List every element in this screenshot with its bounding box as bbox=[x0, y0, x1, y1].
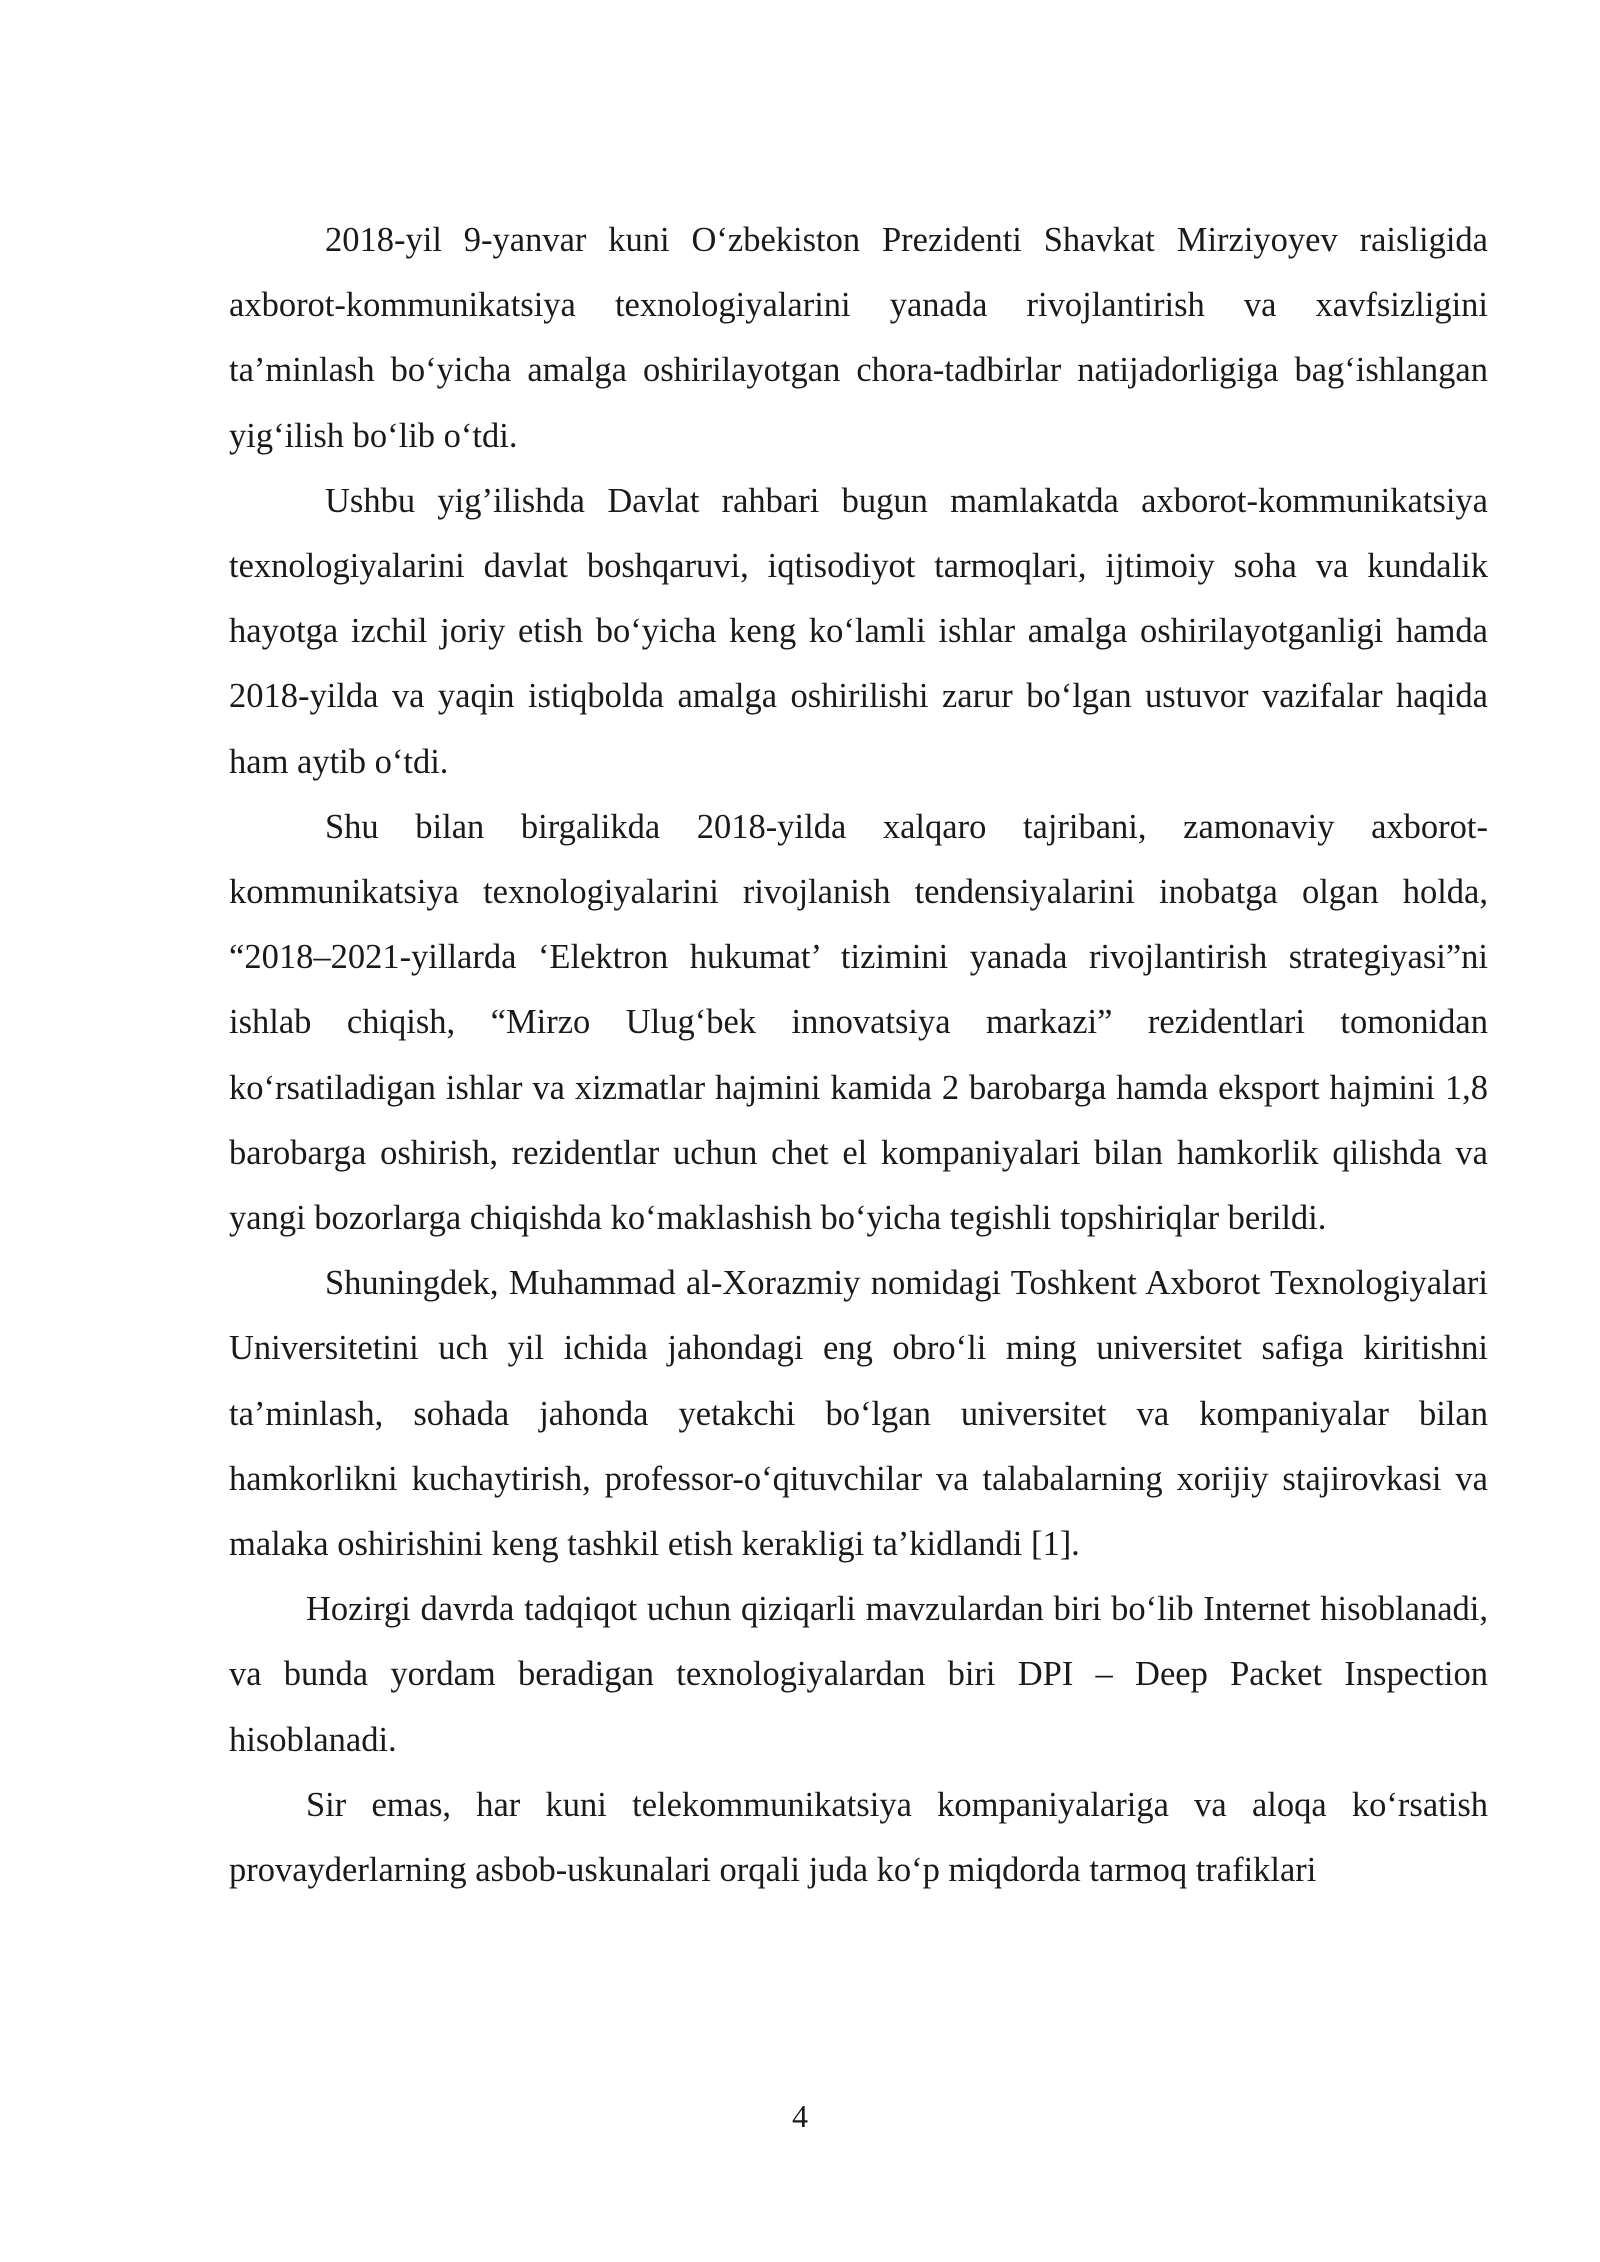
paragraph-2: Ushbu yig’ilishda Davlat rahbari bugun mamlakatda axborot-kommunikatsiya texnologiyalarini davlat boshqaruvi, iqtisodiyot tarmoqlari, ijtimoiy soha va kundalik hayotga izchil joriy etish bo‘yicha keng ko‘lamli ishlar amalga oshirilayotganligi hamda 2018-yilda va yaqin istiqbolda amalga oshirilishi zarur bo‘lgan ustuvor vazifalar haqida ham aytib o‘tdi. bbox=[229, 481, 1488, 781]
paragraph-5: Hozirgi davrda tadqiqot uchun qiziqarli mavzulardan biri bo‘lib Internet hisoblanadi, va bunda yordam beradigan texnologiyalardan biri DPI – Deep Packet Inspection hisoblanadi. bbox=[229, 1590, 1488, 1759]
body-text bbox=[229, 208, 1488, 1903]
page-number: 4 bbox=[792, 2098, 808, 2134]
paragraph-1: 2018-yil 9-yanvar kuni O‘zbekiston Prezidenti Shavkat Mirziyoyev raisligida axborot-kommunikatsiya texnologiyalarini yanada rivojlantirish va xavfsizligini ta’minlash bo‘yicha amalga oshirilayotgan chora-tadbirlar natijadorligiga bag‘ishlangan yig‘ilish bo‘lib o‘tdi. bbox=[229, 221, 1488, 455]
paragraph-4: Shuningdek, Muhammad al-Xorazmiy nomidagi Toshkent Axborot Texnologiyalari Universitetini uch yil ichida jahondagi eng obro‘li ming universitet safiga kiritishni ta’minlash, sohada jahonda yetakchi bo‘lgan universitet va kompaniyalar bilan hamkorlikni kuchaytirish, professor-o‘qituvchilar va talabalarning xorijiy stajirovkasi va malaka oshirishini keng tashkil etish kerakligi ta’kidlandi [1]. bbox=[229, 1264, 1488, 1564]
paragraph-6: Sir emas, har kuni telekommunikatsiya kompaniyalariga va aloqa ko‘rsatish provayderlarning asbob-uskunalari orqali juda ko‘p miqdorda tarmoq trafiklari bbox=[229, 1785, 1488, 1890]
paragraph-3: Shu bilan birgalikda 2018-yilda xalqaro tajribani, zamonaviy axborot-kommunikatsiya texnologiyalarini rivojlanish tendensiyalarini inobatga olgan holda, “2018–2021-yillarda ‘Elektron hukumat’ tizimini yanada rivojlantirish strategiyasi”ni ishlab chiqish, “Mirzo Ulug‘bek innovatsiya markazi” rezidentlari tomonidan ko‘rsatiladigan ishlar va xizmatlar hajmini kamida 2 barobarga hamda eksport hajmini 1,8 barobarga oshirish, rezidentlar uchun chet el kompaniyalari bilan hamkorlik qilishda va yangi bozorlarga chiqishda ko‘maklashish bo‘yicha tegishli topshiriqlar berildi. bbox=[229, 807, 1488, 1238]
